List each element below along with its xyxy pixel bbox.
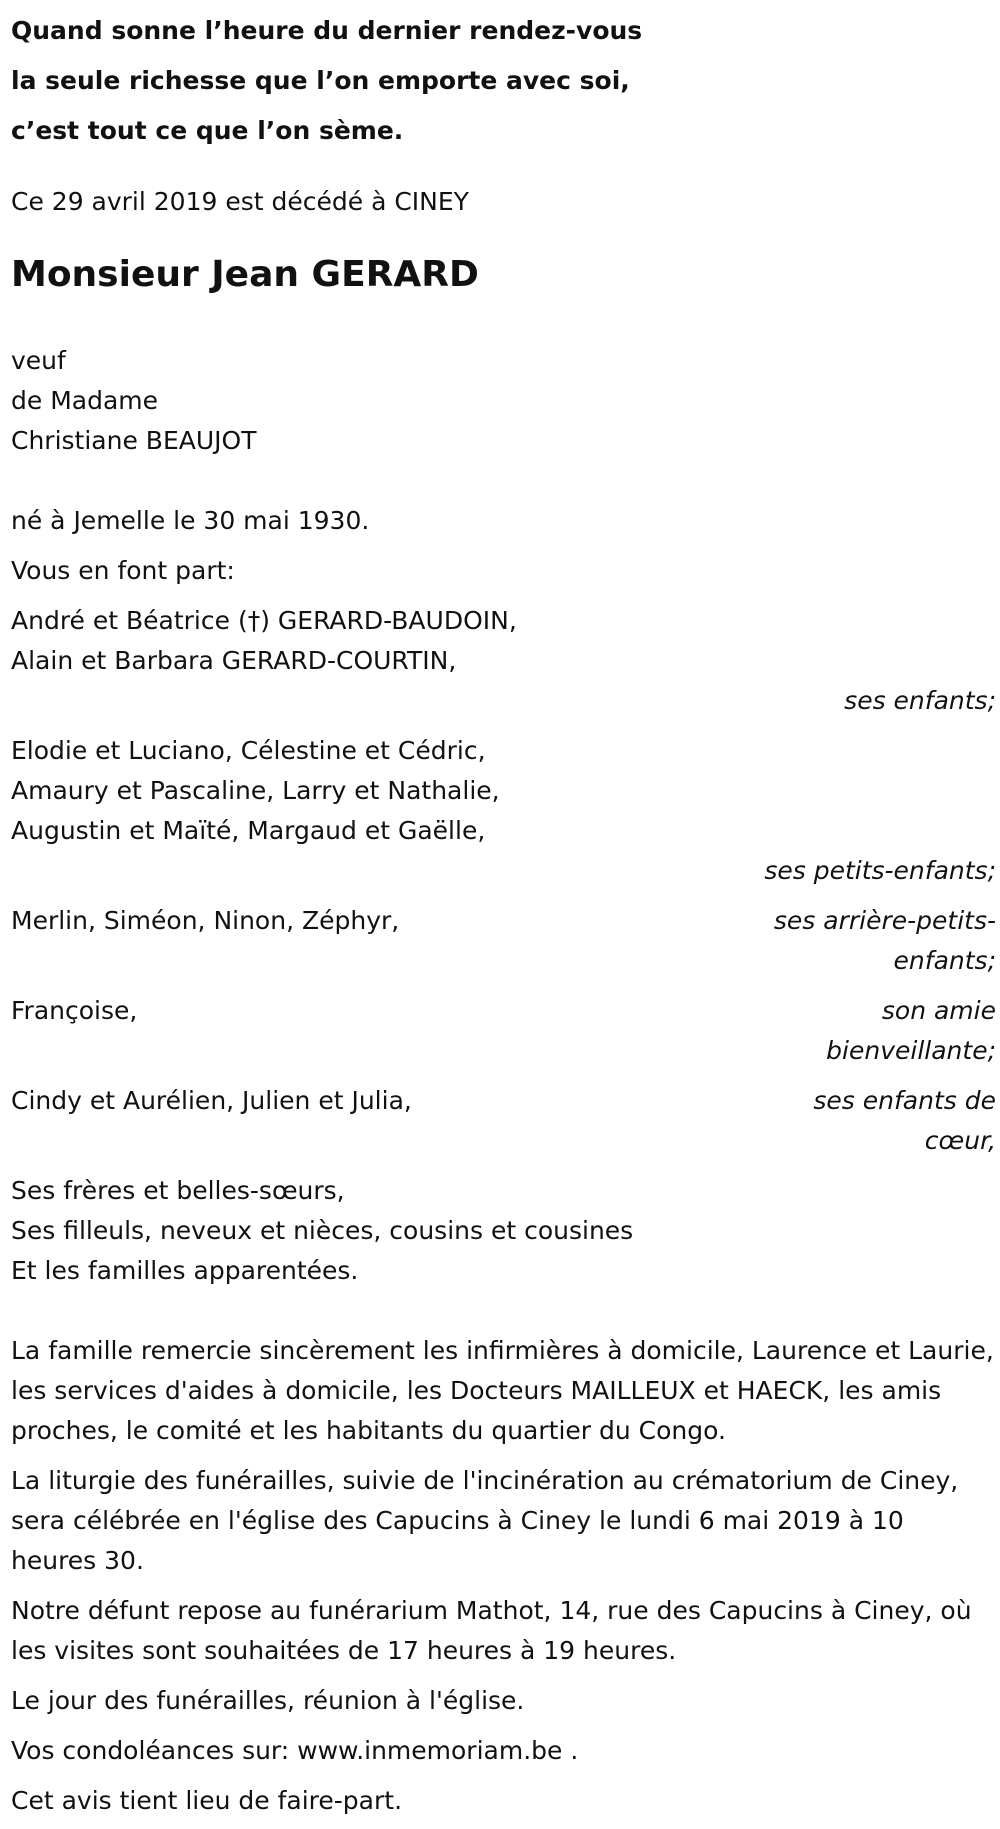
family-role: ses petits-enfants; bbox=[764, 856, 996, 885]
family-names: Françoise, bbox=[11, 996, 138, 1025]
family-names: Merlin, Siméon, Ninon, Zéphyr, bbox=[11, 906, 400, 935]
family-names: Elodie et Luciano, Célestine et Cédric, bbox=[11, 736, 486, 765]
extended-family-line: Ses filleuls, neveux et nièces, cousins et cousines bbox=[11, 1216, 634, 1245]
family-names: Alain et Barbara GERARD-COURTIN, bbox=[11, 646, 457, 675]
spouse-line: de Madame bbox=[11, 386, 159, 415]
liturgy-paragraph: La liturgie des funérailles, suivie de l'incinération au crématorium de Ciney, sera célébrée en l'église des Capucins à Ciney le lundi 6 mai 2019 à 10 heures 30. bbox=[11, 1466, 959, 1575]
family-grandchildren bbox=[11, 731, 996, 891]
opening-quote bbox=[11, 6, 996, 156]
meeting-paragraph: Le jour des funérailles, réunion à l'église. bbox=[11, 1686, 525, 1715]
family-role: ses arrière-petits-enfants; bbox=[773, 906, 996, 975]
family-role: ses enfants de cœur, bbox=[813, 1086, 996, 1155]
spouse-line: Christiane BEAUJOT bbox=[11, 426, 257, 455]
quote-line: Quand sonne l’heure du dernier rendez-vous bbox=[11, 16, 643, 45]
family-friend bbox=[11, 991, 996, 1071]
family-names: Augustin et Maïté, Margaud et Gaëlle, bbox=[11, 816, 486, 845]
family-names: Cindy et Aurélien, Julien et Julia, bbox=[11, 1086, 412, 1115]
extended-family bbox=[11, 1171, 996, 1291]
quote-line: c’est tout ce que l’on sème. bbox=[11, 116, 404, 145]
birth-info: né à Jemelle le 30 mai 1930. bbox=[11, 506, 370, 535]
extended-family-line: Et les familles apparentées. bbox=[11, 1256, 359, 1285]
death-announcement: Ce 29 avril 2019 est décédé à CINEY bbox=[11, 187, 469, 216]
family-children bbox=[11, 601, 996, 721]
rest-paragraph: Notre défunt repose au funérarium Mathot, 14, rue des Capucins à Ciney, où les visites sont souhaitées de 17 heures à 19 heures. bbox=[11, 1596, 972, 1665]
family-names: Amaury et Pascaline, Larry et Nathalie, bbox=[11, 776, 500, 805]
family-role: ses enfants; bbox=[844, 686, 996, 715]
spouse-line: veuf bbox=[11, 346, 66, 375]
family-heart-children bbox=[11, 1081, 996, 1161]
family-great-grandchildren bbox=[11, 901, 996, 981]
quote-line: la seule richesse que l’on emporte avec soi, bbox=[11, 66, 630, 95]
family-names: André et Béatrice (†) GERARD-BAUDOIN, bbox=[11, 606, 517, 635]
notice-paragraph: Cet avis tient lieu de faire-part. bbox=[11, 1786, 403, 1815]
thanks-paragraph: La famille remercie sincèrement les infirmières à domicile, Laurence et Laurie, les services d'aides à domicile, les Docteurs MAILLEUX et HAECK, les amis proches, le comité et les habitants du quartier du Congo. bbox=[11, 1336, 994, 1445]
spouse-info bbox=[11, 341, 996, 461]
extended-family-line: Ses frères et belles-sœurs, bbox=[11, 1176, 345, 1205]
announcers-intro: Vous en font part: bbox=[11, 556, 235, 585]
condolences-paragraph: Vos condoléances sur: www.inmemoriam.be . bbox=[11, 1736, 579, 1765]
family-role: son amie bienveillante; bbox=[826, 996, 996, 1065]
obituary-content bbox=[11, 6, 996, 1821]
deceased-name: Monsieur Jean GERARD bbox=[11, 254, 479, 295]
